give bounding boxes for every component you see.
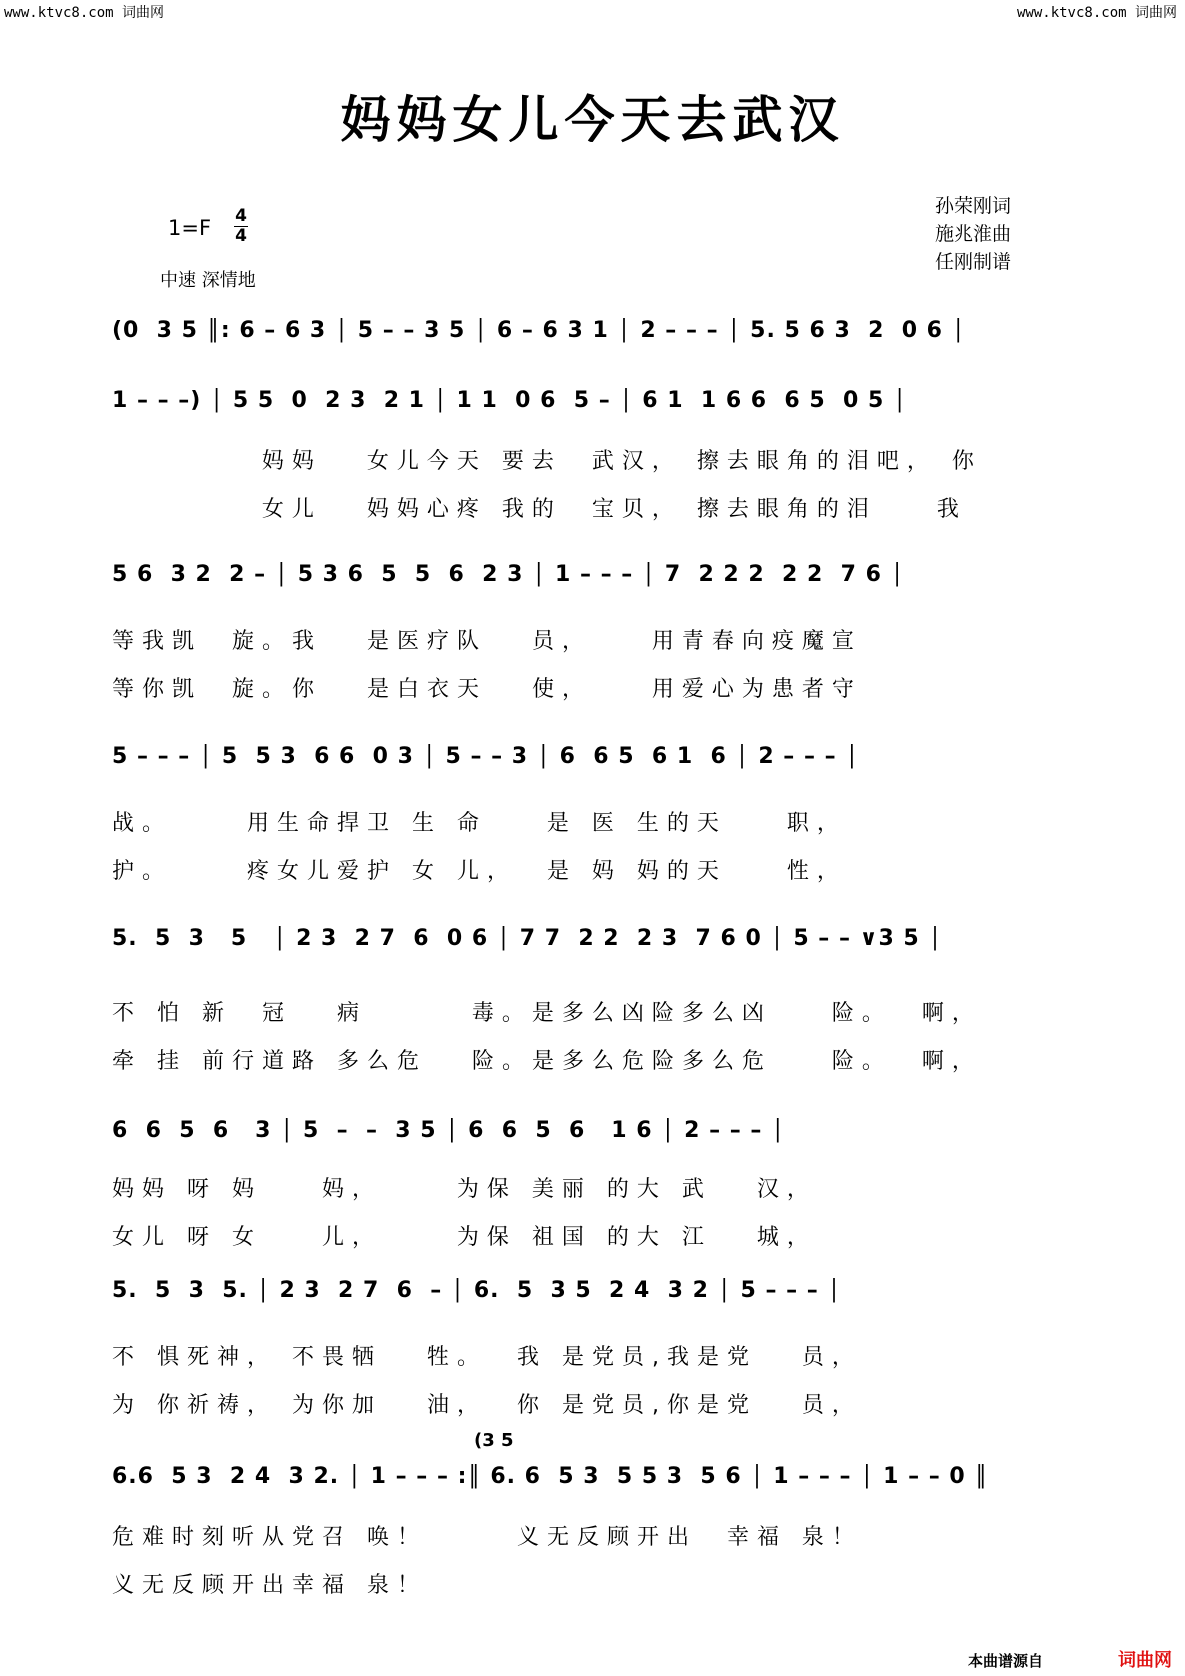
lyrics-row-6-verse-2: 女儿 呀 女 儿， 为保 祖国 的大 江 城， (112, 1225, 817, 1250)
transcriber-credit: 任刚制谱 (935, 251, 1012, 273)
notation-row-3: 5 6 3 2 2 – │ 5 3 6 5 5 6 2 3 │ 1 – – – │ 7 2 2 2 2 2 7 6 │ (112, 562, 905, 587)
composer-credit: 施兆淮曲 (935, 223, 1012, 245)
notation-row-2: 1 – – –) │ 5 5 0 2 3 2 1 │ 1 1 0 6 5 – │ 6 1 1 6 6 6 5 0 5 │ (112, 388, 908, 413)
notation-row-6: 6 6 5 6 3 │ 5 – – 3 5 │ 6 6 5 6 1 6 │ 2 – – – │ (112, 1118, 786, 1143)
lyrics-row-4-verse-1: 战。 用生命捍卫 生 命 是 医 生的天 职， (112, 811, 847, 836)
notation-row-7: 5. 5 3 5. │ 2 3 2 7 6 – │ 6. 5 3 5 2 4 3 2 │ 5 – – – │ (112, 1278, 842, 1303)
lyrics-row-4-verse-2: 护。 疼女儿爱护 女 儿， 是 妈 妈的天 性， (112, 859, 847, 884)
notation-row-8: 6.6 5 3 2 4 3 2. │ 1 – – – :║ 6. 6 5 3 5 5 3 5 6 │ 1 – – – │ 1 – – 0 ║ (112, 1464, 989, 1489)
meter-bottom: 4 (235, 226, 247, 246)
key-signature: 1=F (168, 216, 212, 240)
lyrics-row-8-verse-2: 义无反顾开出幸福 泉！ (112, 1573, 427, 1598)
lyrics-row-2-verse-2: 女儿 妈妈心疼 我的 宝贝， 擦去眼角的泪 我 (112, 497, 967, 522)
lyrics-row-2-verse-1: 妈妈 女儿今天 要去 武汉， 擦去眼角的泪吧， 你 (112, 449, 982, 474)
notation-row-4: 5 – – – │ 5 5 3 6 6 0 3 │ 5 – – 3 │ 6 6 5 6 1 6 │ 2 – – – │ (112, 744, 860, 769)
notation-row-1: (0 3 5 ║: 6 – 6 3 │ 5 – – 3 5 │ 6 – 6 3 1 │ 2 – – – │ 5. 5 6 3 2 0 6 │ (112, 318, 966, 343)
header-left-url: www.ktvc8.com 词曲网 (4, 5, 165, 21)
header-right-url: www.ktvc8.com 词曲网 (1016, 5, 1177, 21)
lyrics-row-5-verse-2: 牵 挂 前行道路 多么危 险。是多么危险多么危 险。 啊， (112, 1049, 982, 1074)
lyrics-row-7-verse-1: 不 惧死神， 不畏牺 牲。 我 是党员,我是党 员， (112, 1345, 862, 1370)
lyrics-row-3-verse-1: 等我凯 旋。我 是医疗队 员， 用青春向疫魔宣 (112, 629, 862, 654)
lyrics-row-8-verse-1: 危难时刻听从党召 唤！ 义无反顾开出 幸福 泉！ (112, 1525, 862, 1550)
lyrics-row-7-verse-2: 为 你祈祷， 为你加 油， 你 是党员,你是党 员， (112, 1393, 862, 1418)
footer-source-text: 本曲谱源自 (968, 1652, 1044, 1670)
time-signature (234, 208, 248, 245)
lyrics-row-6-verse-1: 妈妈 呀 妈 妈， 为保 美丽 的大 武 汉， (112, 1177, 817, 1202)
song-title: 妈妈女儿今天去武汉 (340, 90, 845, 149)
notation-row-5: 5. 5 3 5 │ 2 3 2 7 6 0 6 │ 7 7 2 2 2 3 7 6 0 │ 5 – – ∨3 5 │ (112, 926, 943, 951)
meter-top: 4 (235, 206, 247, 226)
site-logo: 词曲网 (1118, 1650, 1172, 1671)
credits (935, 192, 1011, 276)
lyrics-row-5-verse-1: 不 怕 新 冠 病 毒。是多么凶险多么凶 险。 啊， (112, 1001, 982, 1026)
lyricist-credit: 孙荣刚词 (935, 195, 1012, 217)
repeat-pickup-notes: (3 5 (474, 1430, 514, 1451)
tempo-marking: 中速 深情地 (160, 270, 256, 291)
lyrics-row-3-verse-2: 等你凯 旋。你 是白衣天 使， 用爱心为患者守 (112, 677, 862, 702)
